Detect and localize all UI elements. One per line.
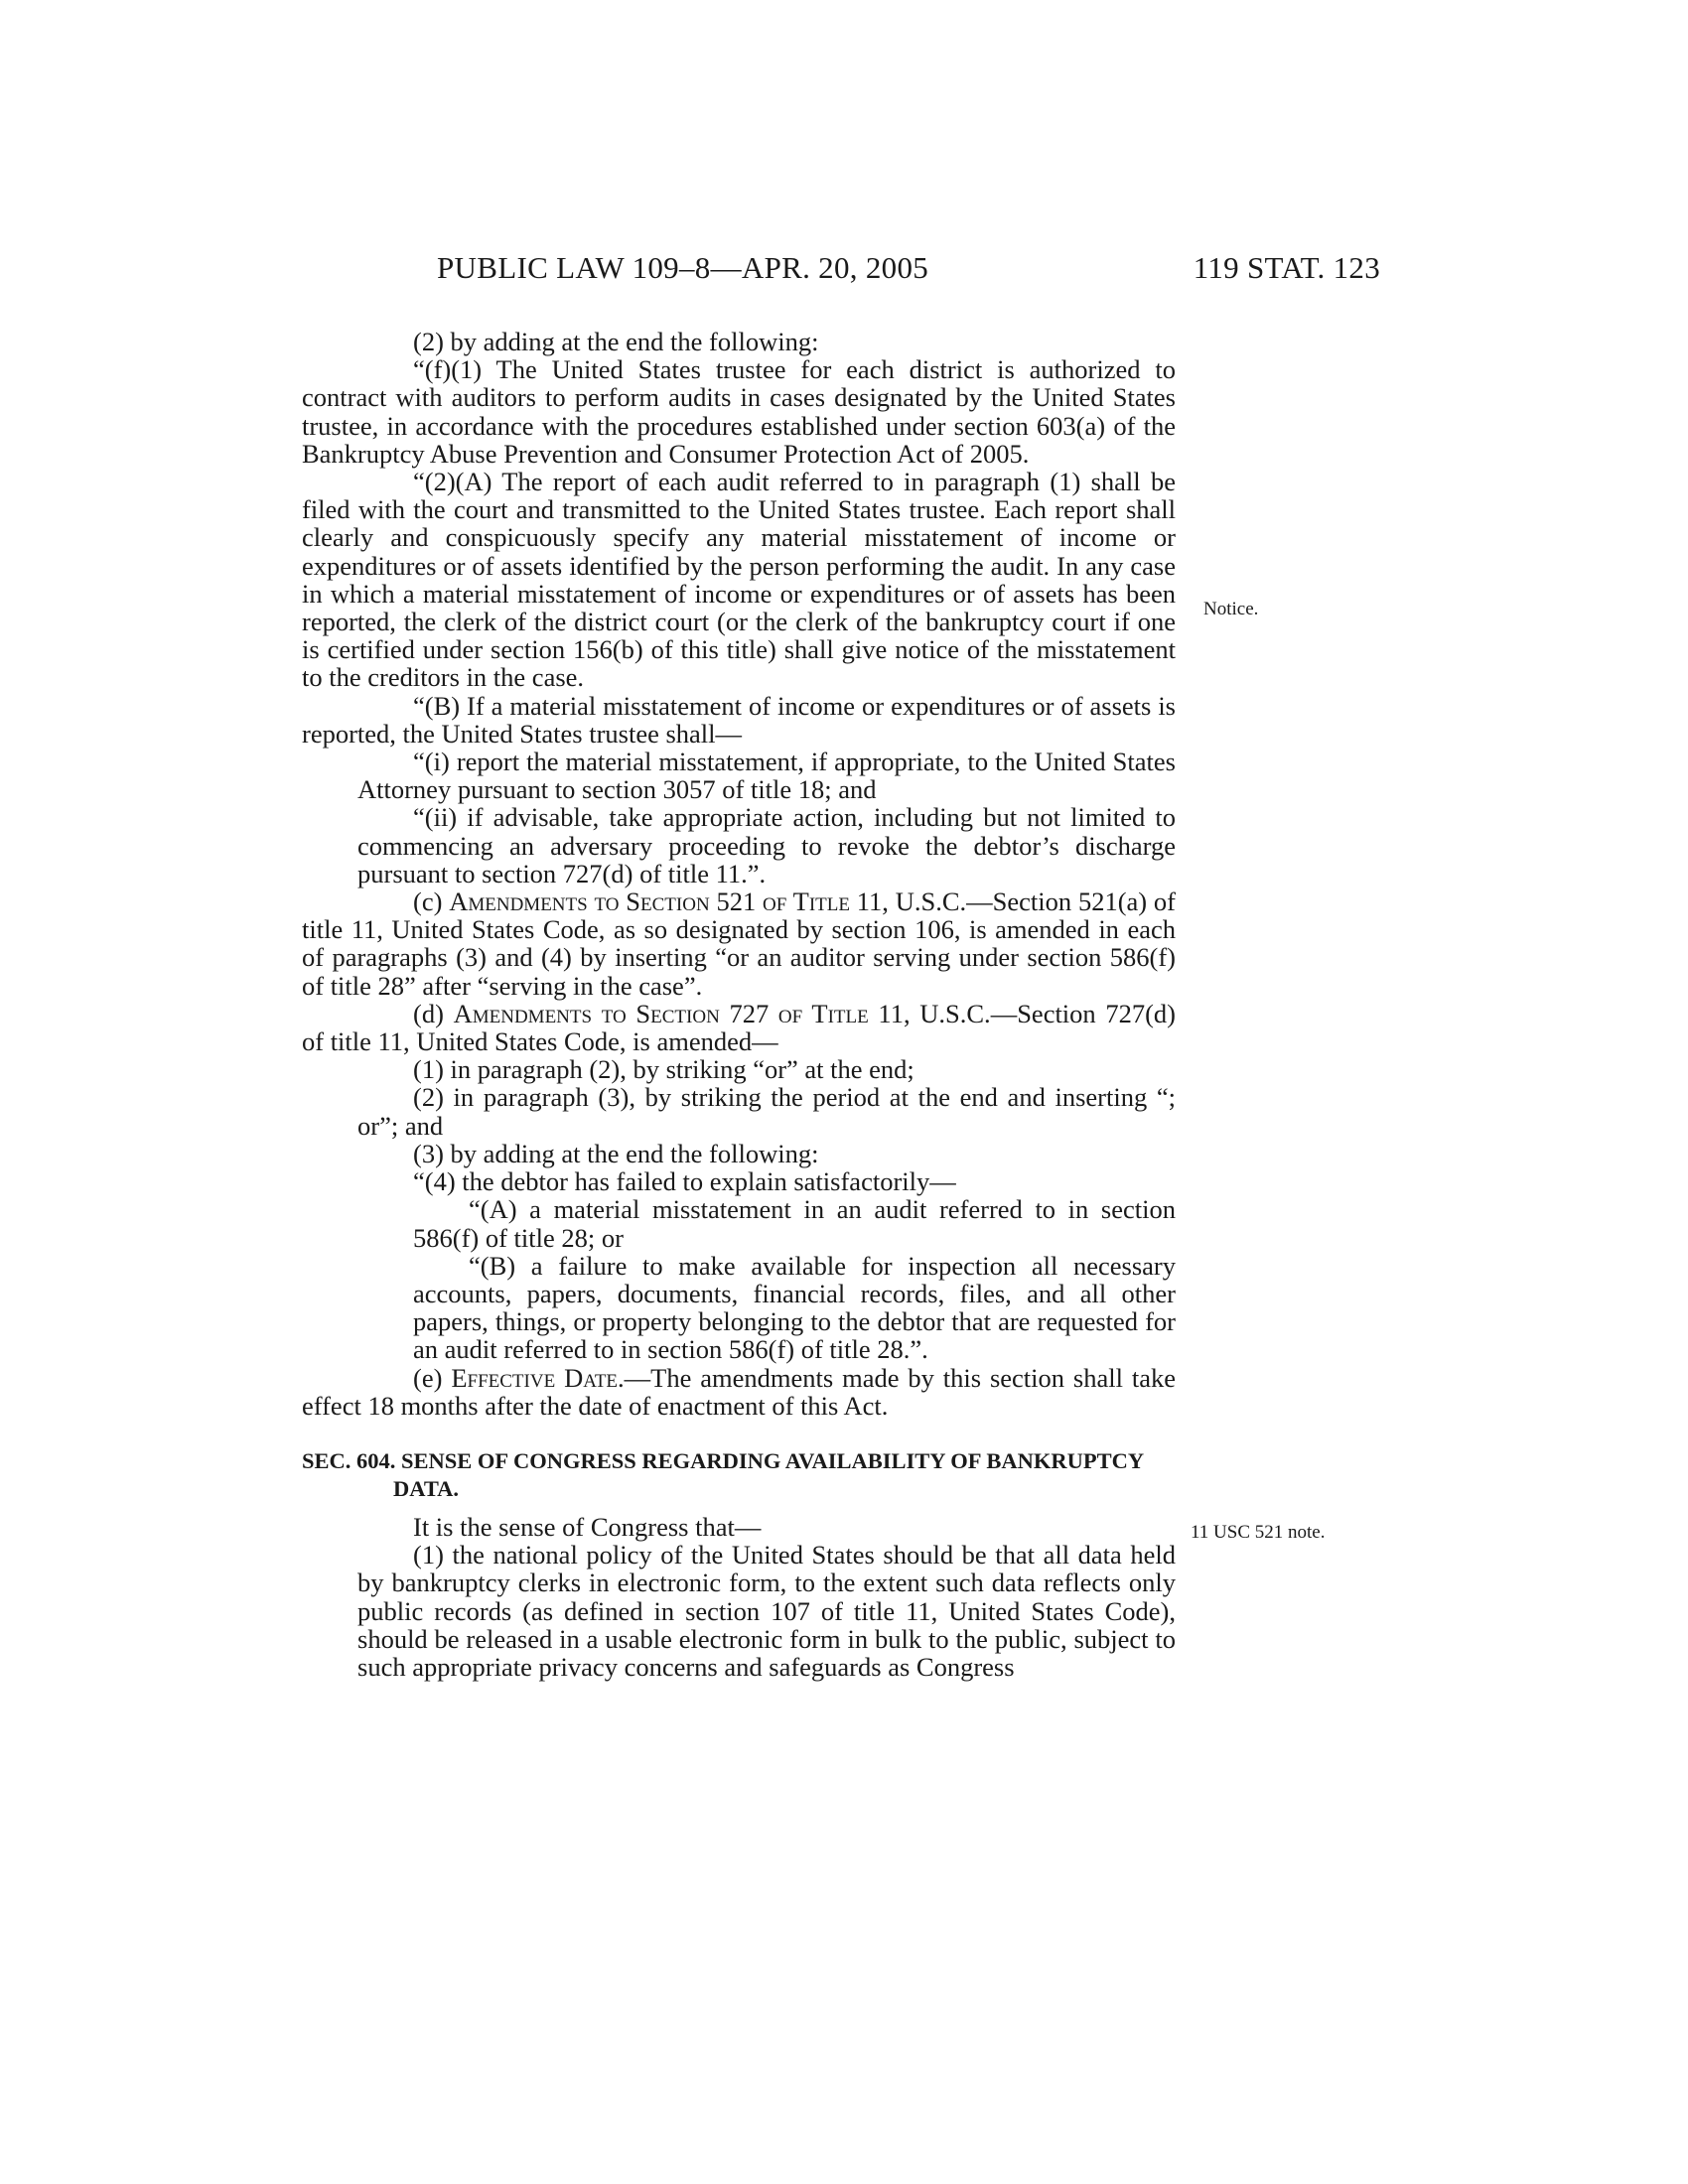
subsection-caption: Effective Date. xyxy=(451,1362,625,1393)
document-body xyxy=(302,328,1176,1681)
subsection-d xyxy=(302,1000,1176,1055)
header-title: PUBLIC LAW 109–8—APR. 20, 2005 xyxy=(437,250,929,285)
margin-note-usc: 11 USC 521 note. xyxy=(1191,1522,1326,1543)
header-stat-page: 119 STAT. 123 xyxy=(1193,250,1380,285)
paragraph: “(i) report the material misstatement, if appropriate, to the United States Attorney pursuant to section 3057 of title 18; and xyxy=(357,747,1176,805)
subsection-c xyxy=(302,887,1176,1000)
subsection-text: —The amendments made by this section shall take effect 18 months after the date of enactment of this Act. xyxy=(302,1362,1177,1421)
margin-note-notice: Notice. xyxy=(1203,599,1259,619)
paragraph: “(4) the debtor has failed to explain satisfactorily— xyxy=(413,1166,956,1197)
paragraph: (2) by adding at the end the following: xyxy=(413,327,819,356)
paragraph: “(B) a failure to make available for inspection all necessary accounts, papers, documents, financial records, files, and all other papers, things, or property belonging to the debtor that are requested for an audit referred to in section 586(f) of title 28.”. xyxy=(413,1250,1176,1365)
paragraph: “(A) a material misstatement in an audit referred to in section 586(f) of title 28; or xyxy=(413,1194,1176,1253)
paragraph: “(f)(1) The United States trustee for each district is authorized to contract with auditors to perform audits in cases designated by the United States trustee, in accordance with the procedures established under section 603(a) of the Bankruptcy Abuse Prevention and Consumer Protection Act of 2005. xyxy=(302,354,1176,469)
paragraph: (1) in paragraph (2), by striking “or” at the end; xyxy=(413,1054,914,1085)
subsection-e xyxy=(302,1364,1176,1420)
paragraph: “(2)(A) The report of each audit referred to in paragraph (1) shall be filed with the court and transmitted to the United States trustee. Each report shall clearly and conspicuously specify any material misstatement of income or expenditures or of assets identified by the person performing the audit. In any case in which a material misstatement of income or expenditures or of assets has been reported, the clerk of the district court (or the clerk of the bankruptcy court if one is certified under section 156(b) of this title) shall give notice of the misstatement to the creditors in the case. xyxy=(302,467,1176,693)
subsection-text: —Section 521(a) of title 11, United States Code, as so designated by section 106, is amended in each of paragraphs (3) and (4) by inserting “or an auditor serving under section 586(f) of title 28” after “serving in the case”. xyxy=(302,887,1176,1001)
paragraph: “(B) If a material misstatement of income or expenditures or of assets is reported, the United States trustee shall— xyxy=(302,690,1176,749)
paragraph: (1) the national policy of the United States should be that all data held by bankruptcy clerks in electronic form, to the extent such data reflects only public records (as defined in section 107 of title 11, United States Code), should be released in a usable electronic form in bulk to the public, subject to such appropriate privacy concerns and safeguards as Congress xyxy=(357,1540,1176,1682)
subsection-label: (d) xyxy=(413,998,454,1028)
subsection-label: (e) xyxy=(413,1362,452,1393)
subsection-caption: Amendments to Section 521 of Title 11, U.S.C. xyxy=(449,887,967,917)
page-header xyxy=(298,250,1380,290)
subsection-caption: Amendments to Section 727 of Title 11, U.S.C. xyxy=(453,998,991,1028)
subsection-label: (c) xyxy=(413,887,450,917)
paragraph: “(ii) if advisable, take appropriate action, including but not limited to commencing an adversary proceeding to revoke the debtor’s discharge pursuant to section 727(d) of title 11.”. xyxy=(357,802,1176,888)
subsection-text: —Section 727(d) of title 11, United States Code, is amended— xyxy=(302,998,1177,1057)
paragraph: It is the sense of Congress that— xyxy=(413,1511,762,1542)
paragraph: (3) by adding at the end the following: xyxy=(413,1138,819,1168)
section-heading: SEC. 604. SENSE OF CONGRESS REGARDING AVAILABILITY OF BANKRUPTCY DATA. xyxy=(302,1447,1144,1501)
paragraph: (2) in paragraph (3), by striking the period at the end and inserting “; or”; and xyxy=(357,1082,1176,1141)
